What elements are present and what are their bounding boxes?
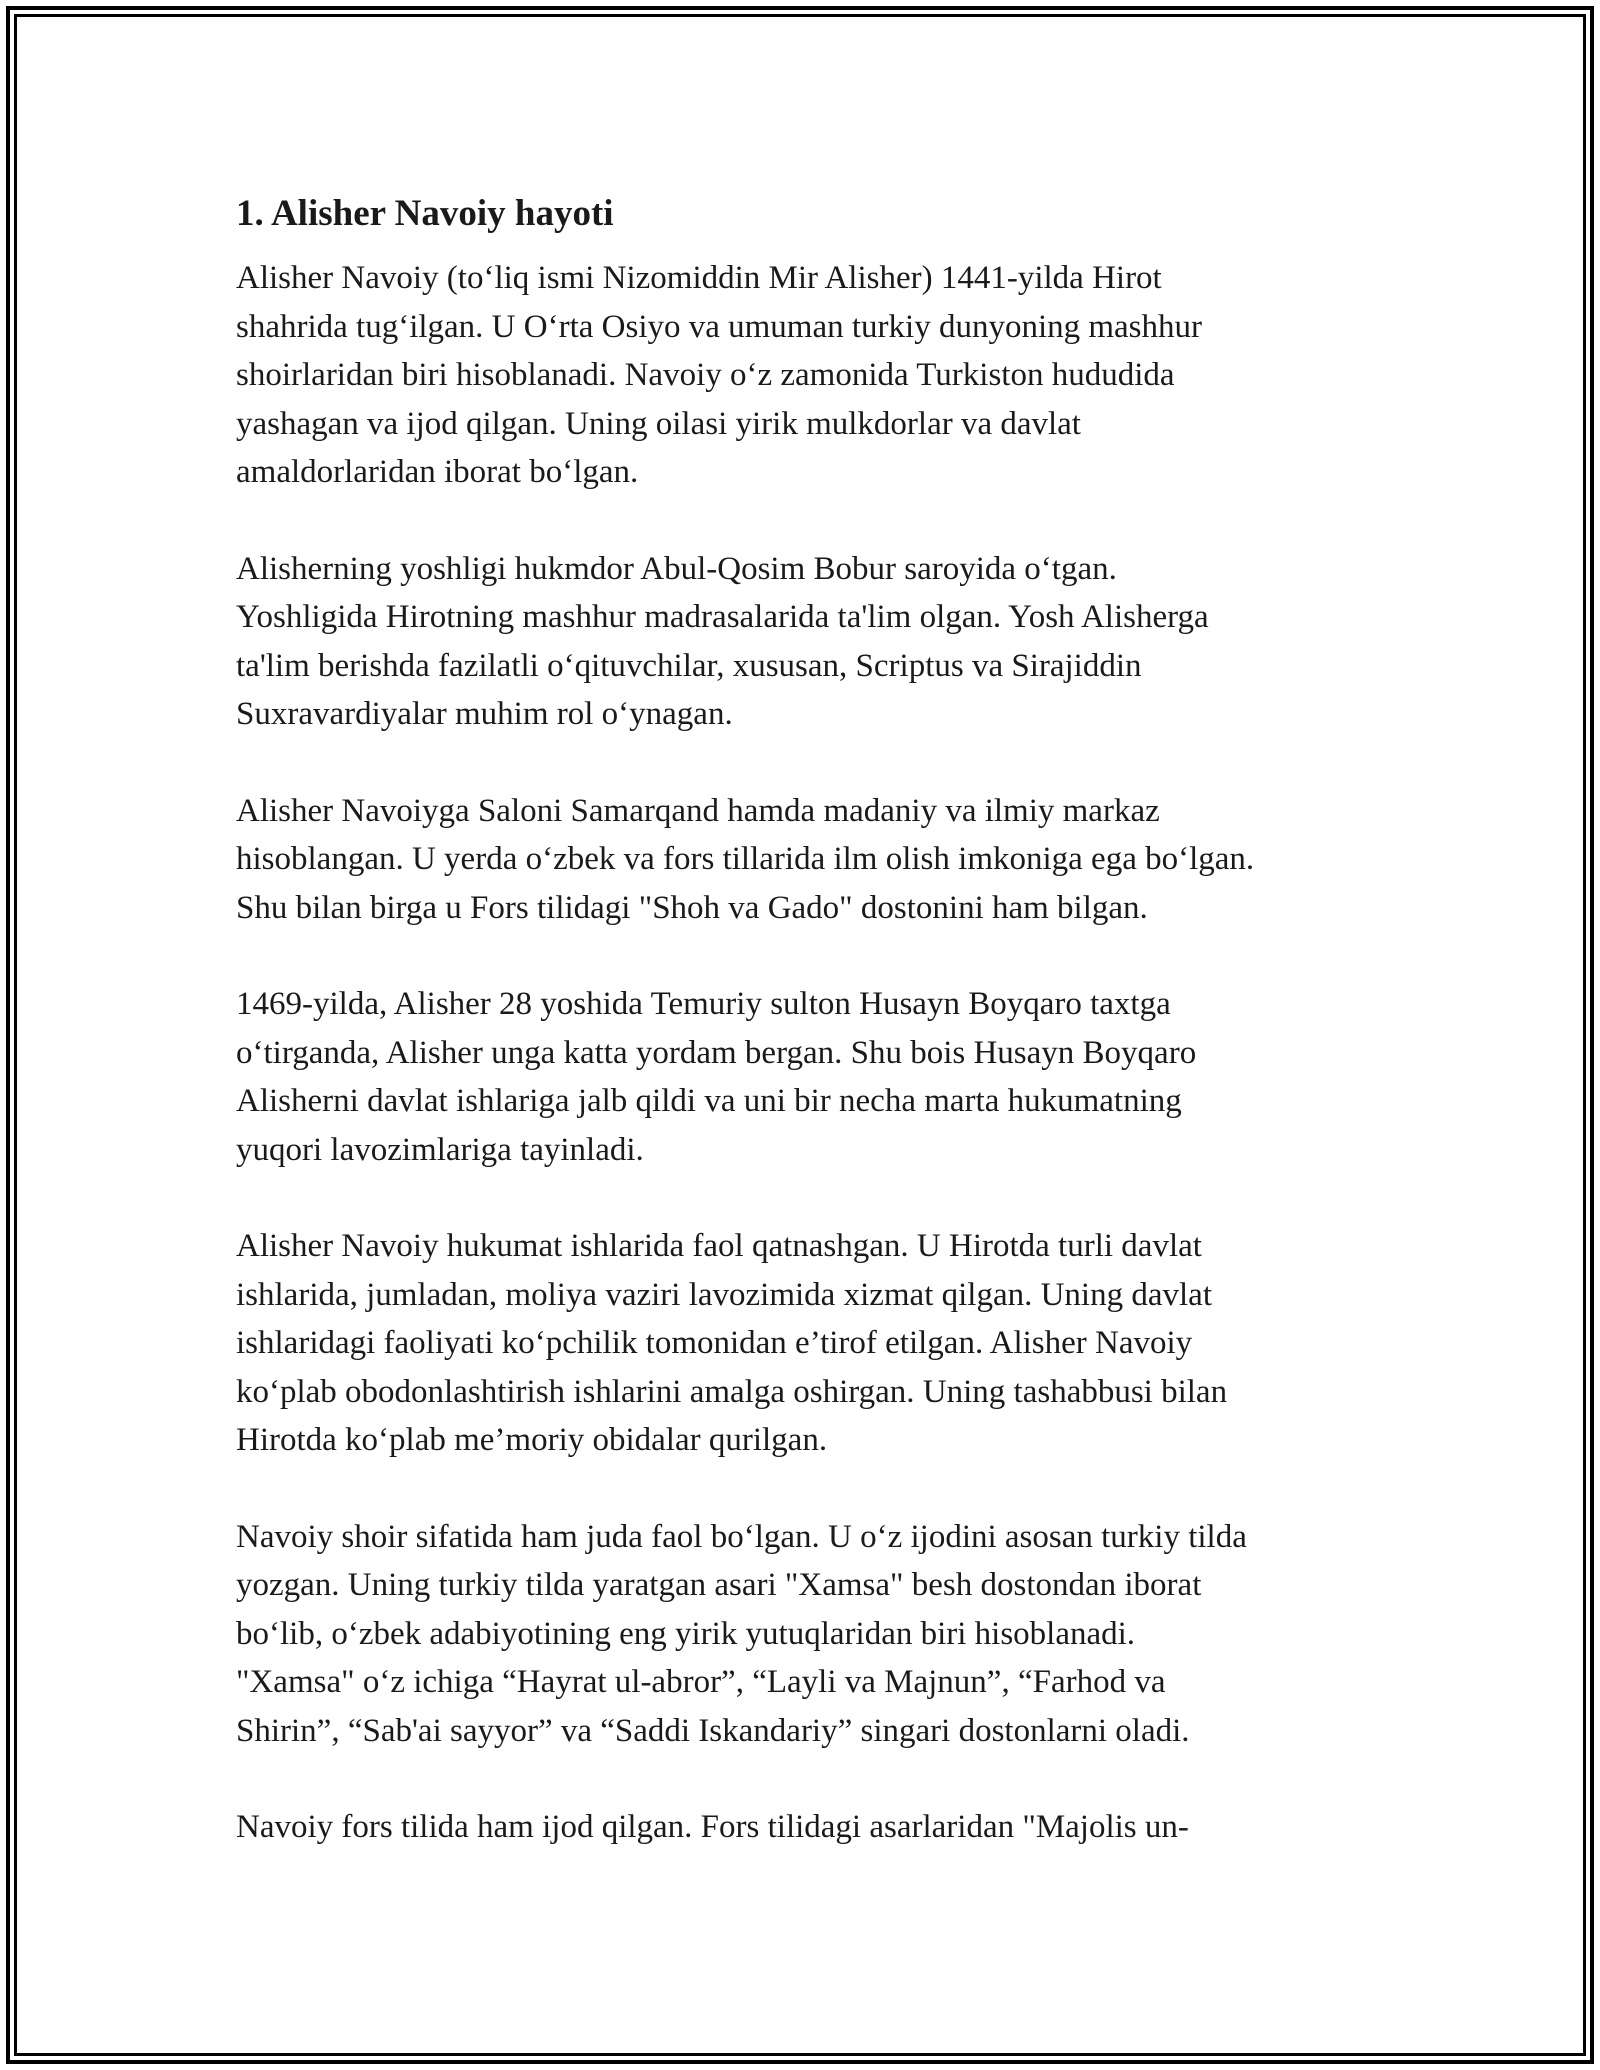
paragraph-line: Yoshligida Hirotning mashhur madrasalarida ta'lim olgan. Yosh Alisherga [236,599,1209,635]
paragraph-line: "Xamsa" o‘z ichiga “Hayrat ul-abror”, “Layli va Majnun”, “Farhod va [236,1664,1166,1700]
paragraph-5 [236,1222,1386,1465]
paragraph-line: yashagan va ijod qilgan. Uning oilasi yirik mulkdorlar va davlat [236,405,1081,442]
paragraph-2 [236,545,1386,739]
paragraph-line: Suxravardiyalar muhim rol o‘ynagan. [236,696,733,732]
paragraph-line: 1469-yilda, Alisher 28 yoshida Temuriy sulton Husayn Boyqaro taxtga [236,986,1171,1022]
paragraph-line: Navoiy shoir sifatida ham juda faol bo‘lgan. U o‘z ijodini asosan turkiy tilda [236,1518,1247,1555]
paragraph-7 [236,1803,1386,1852]
paragraph-line: ishlaridagi faoliyati ko‘pchilik tomonidan e’tirof etilgan. Alisher Navoiy [236,1325,1193,1361]
paragraph-line: Shu bilan birga u Fors tilidagi "Shoh va Gado" dostonini ham bilgan. [236,889,1148,926]
paragraph-line: shahrida tug‘ilgan. U O‘rta Osiyo va umuman turkiy dunyoning mashhur [236,308,1203,345]
paragraph-line: Alisher Navoiy (to‘liq ismi Nizomiddin Mir Alisher) 1441-yilda Hirot [236,260,1162,296]
paragraph-line: Alisher Navoiyga Saloni Samarqand hamda madaniy va ilmiy markaz [236,792,1160,829]
paragraph-line: Hirotda ko‘plab me’moriy obidalar qurilgan. [236,1422,828,1458]
paragraph-4 [236,980,1386,1174]
paragraph-line: o‘tirganda, Alisher unga katta yordam bergan. Shu bois Husayn Boyqaro [236,1034,1197,1071]
paragraph-6 [236,1513,1386,1756]
paragraph-line: amaldorlaridan iborat bo‘lgan. [236,454,639,490]
paragraph-line: Navoiy fors tilida ham ijod qilgan. Fors tilidagi asarlaridan "Majolis un- [236,1809,1189,1845]
document-body [236,188,1386,1900]
paragraph-line: shoirlaridan biri hisoblanadi. Navoiy o‘z zamonida Turkiston hududida [236,357,1175,393]
paragraph-line: bo‘lib, o‘zbek adabiyotining eng yirik yutuqlaridan biri hisoblanadi. [236,1615,1136,1652]
paragraph-line: Alisherning yoshligi hukmdor Abul-Qosim Bobur saroyida o‘tgan. [236,550,1117,587]
paragraph-line: yuqori lavozimlariga tayinladi. [236,1131,644,1168]
section-title: 1. Alisher Navoiy hayoti [236,193,614,234]
paragraph-line: yozgan. Uning turkiy tilda yaratgan asari "Xamsa" besh dostondan iborat [236,1567,1202,1603]
paragraph-line: Alisherni davlat ishlariga jalb qildi va uni bir necha marta hukumatning [236,1083,1182,1119]
paragraph-line: ko‘plab obodonlashtirish ishlarini amalga oshirgan. Uning tashabbusi bilan [236,1373,1228,1410]
paragraph-line: hisoblangan. U yerda o‘zbek va fors tillarida ilm olish imkoniga ega bo‘lgan. [236,841,1255,877]
paragraph-line: Shirin”, “Sab'ai sayyor” va “Saddi Iskandariy” singari dostonlarni oladi. [236,1712,1190,1749]
paragraph-line: Alisher Navoiy hukumat ishlarida faol qatnashgan. U Hirotda turli davlat [236,1228,1202,1264]
paragraph-line: ta'lim berishda fazilatli o‘qituvchilar, xususan, Scriptus va Sirajiddin [236,647,1142,684]
paragraph-1 [236,254,1386,497]
paragraph-3 [236,787,1386,933]
paragraph-line: ishlarida, jumladan, moliya vaziri lavozimida xizmat qilgan. Uning davlat [236,1276,1212,1313]
